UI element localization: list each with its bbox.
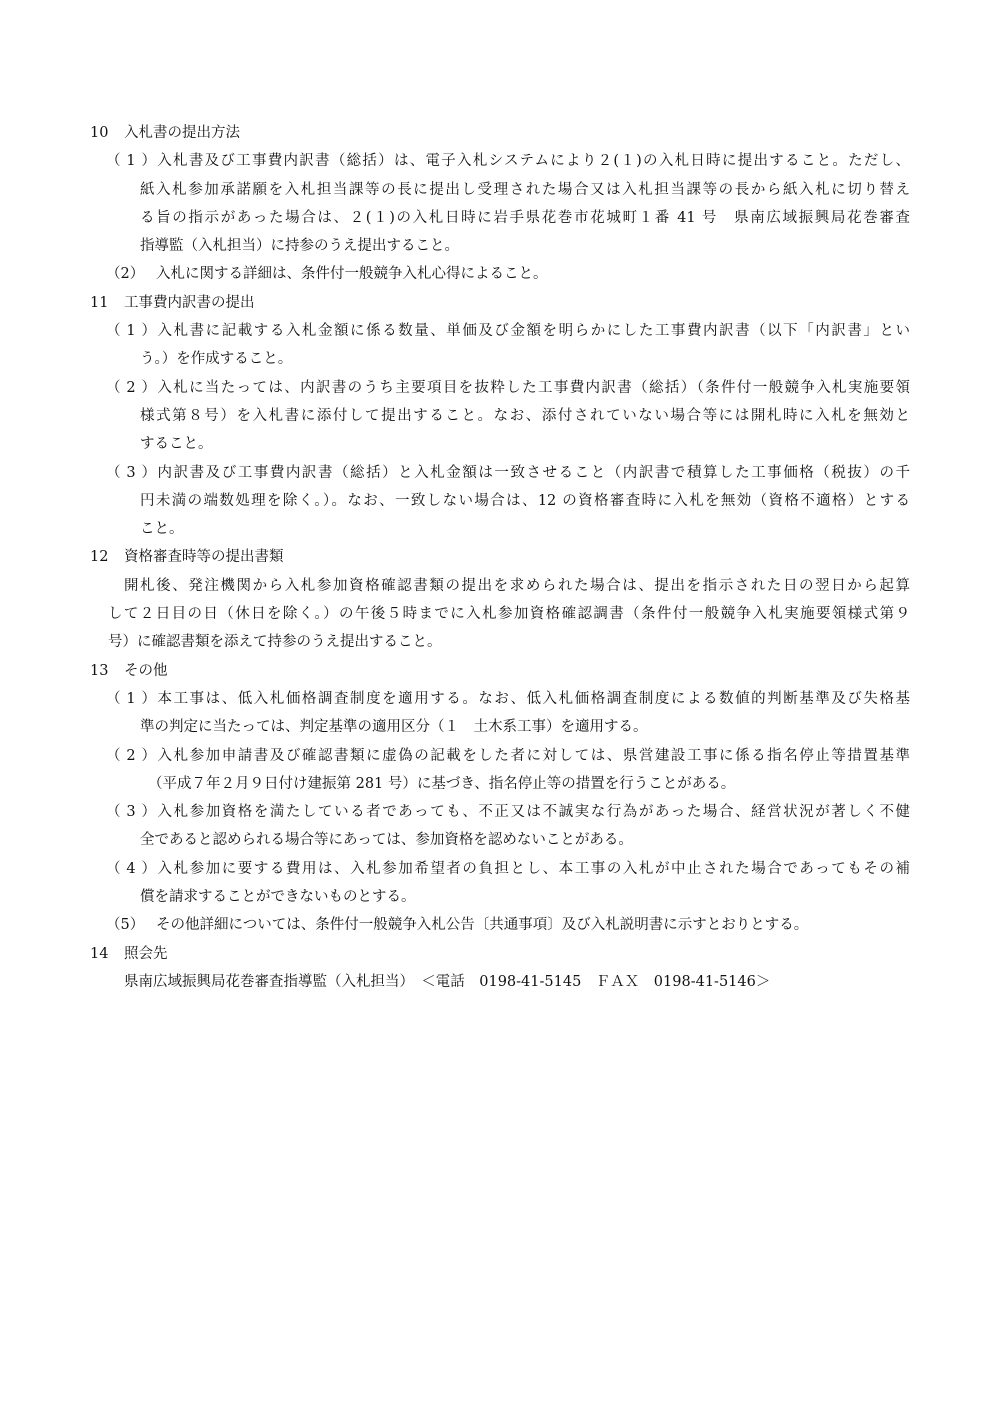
item-text: 入札書に記載する入札金額に係る数量、単価及び金額を明らかにした工事費内訳書（以下「内訳書」とい bbox=[156, 323, 910, 340]
item-marker: （5） bbox=[106, 917, 145, 934]
section-number: 14 bbox=[90, 945, 109, 962]
section-title: 入札書の提出方法 bbox=[124, 125, 240, 141]
section-title: 資格審査時等の提出書類 bbox=[124, 549, 284, 566]
item-continuation: （平成７年２月９日付け建振第 281 号）に基づき、指名停止等の措置を行うことがある。 bbox=[148, 775, 736, 792]
item-continuation: 円未満の端数処理を除く。）。なお、一致しない場合は、12 の資格審査時に入札を無効（資格不適格）とする bbox=[140, 492, 910, 509]
item-line bbox=[88, 374, 910, 402]
item-line bbox=[88, 798, 910, 826]
item-continuation: 準の判定に当たっては、判定基準の適用区分（１ 土木系工事）を適用する。 bbox=[140, 719, 648, 736]
item-marker: （2） bbox=[106, 379, 156, 396]
item-line bbox=[88, 742, 910, 770]
item-line bbox=[88, 685, 910, 713]
section-title: その他 bbox=[124, 662, 168, 679]
item-text: 入札書及び工事費内訳書（総括）は、電子入札システムにより２(１)の入札日時に提出すること。ただし、 bbox=[156, 153, 910, 170]
item-continuation: 様式第８号）を入札書に添付して提出すること。なお、添付されていない場合等には開札時に入札を無効と bbox=[140, 407, 910, 424]
paragraph-line: 開札後、発注機関から入札参加資格確認書類の提出を求められた場合は、提出を指示された日の翌日から起算 bbox=[124, 577, 910, 594]
item-line bbox=[88, 855, 910, 883]
paragraph-line: 号）に確認書類を添えて持参のうえ提出すること。 bbox=[108, 634, 442, 651]
item-line bbox=[88, 147, 910, 175]
item-line bbox=[88, 911, 910, 939]
item-continuation: 紙入札参加承諾願を入札担当課等の長に提出し受理された場合又は入札担当課等の長から紙入札に切り替え bbox=[140, 181, 910, 198]
document-body bbox=[88, 119, 910, 996]
item-continuation: こと。 bbox=[140, 521, 184, 538]
item-continuation: 全であると認められる場合等にあっては、参加資格を認めないことがある。 bbox=[140, 832, 633, 849]
section-title: 照会先 bbox=[124, 945, 168, 962]
section-heading bbox=[88, 119, 910, 147]
item-text: 入札参加に要する費用は、入札参加希望者の負担とし、本工事の入札が中止された場合であってもその補 bbox=[156, 860, 910, 877]
item-text: 入札に関する詳細は、条件付一般競争入札心得によること。 bbox=[156, 266, 548, 283]
item-text: 入札に当たっては、内訳書のうち主要項目を抜粋した工事費内訳書（総括）（条件付一般競争入札実施要領 bbox=[156, 379, 910, 396]
section-number: 13 bbox=[90, 662, 109, 679]
contact-info: 県南広域振興局花巻審査指導監（入札担当） ＜電話 0198-41-5145 ＦＡＸ 0198-41-5146＞ bbox=[124, 973, 771, 990]
paragraph-line: して２日目の日（休日を除く。）の午後５時までに入札参加資格確認調書（条件付一般競争入札実施要領様式第９ bbox=[108, 606, 910, 623]
item-text: 本工事は、低入札価格調査制度を適用する。なお、低入札価格調査制度による数値的判断基準及び失格基 bbox=[156, 690, 910, 707]
item-continuation: る旨の指示があった場合は、２(１)の入札日時に岩手県花巻市花城町１番 41 号 県南広域振興局花巻審査 bbox=[140, 209, 910, 226]
item-text: 入札参加申請書及び確認書類に虚偽の記載をした者に対しては、県営建設工事に係る指名停止等措置基準 bbox=[156, 747, 910, 764]
item-marker: （3） bbox=[106, 464, 156, 481]
section-number: 10 bbox=[90, 125, 109, 141]
item-line bbox=[88, 317, 910, 345]
item-continuation: う。）を作成すること。 bbox=[140, 351, 293, 368]
item-marker: （4） bbox=[106, 860, 156, 877]
item-line bbox=[88, 260, 910, 288]
section-heading bbox=[88, 940, 910, 968]
item-continuation: 指導監（入札担当）に持参のうえ提出すること。 bbox=[140, 238, 459, 255]
item-marker: （3） bbox=[106, 804, 156, 821]
item-line bbox=[88, 459, 910, 487]
section-number: 12 bbox=[90, 549, 109, 566]
section-heading bbox=[88, 543, 910, 571]
item-marker: （1） bbox=[106, 153, 156, 170]
section-heading bbox=[88, 289, 910, 317]
item-text: 入札参加資格を満たしている者であっても、不正又は不誠実な行為があった場合、経営状況が著しく不健 bbox=[156, 804, 910, 821]
item-continuation: すること。 bbox=[140, 436, 213, 453]
section-number: 11 bbox=[90, 294, 109, 311]
item-continuation: 償を請求することができないものとする。 bbox=[140, 889, 416, 906]
section-heading bbox=[88, 657, 910, 685]
section-title: 工事費内訳書の提出 bbox=[124, 294, 255, 311]
item-marker: （2） bbox=[106, 747, 156, 764]
item-marker: （1） bbox=[106, 323, 156, 340]
item-text: 内訳書及び工事費内訳書（総括）と入札金額は一致させること（内訳書で積算した工事価格（税抜）の千 bbox=[156, 464, 910, 481]
item-marker: （2） bbox=[106, 266, 145, 283]
item-marker: （1） bbox=[106, 690, 156, 707]
item-text: その他詳細については、条件付一般競争入札公告〔共通事項〕及び入札説明書に示すとおりとする。 bbox=[156, 917, 809, 934]
